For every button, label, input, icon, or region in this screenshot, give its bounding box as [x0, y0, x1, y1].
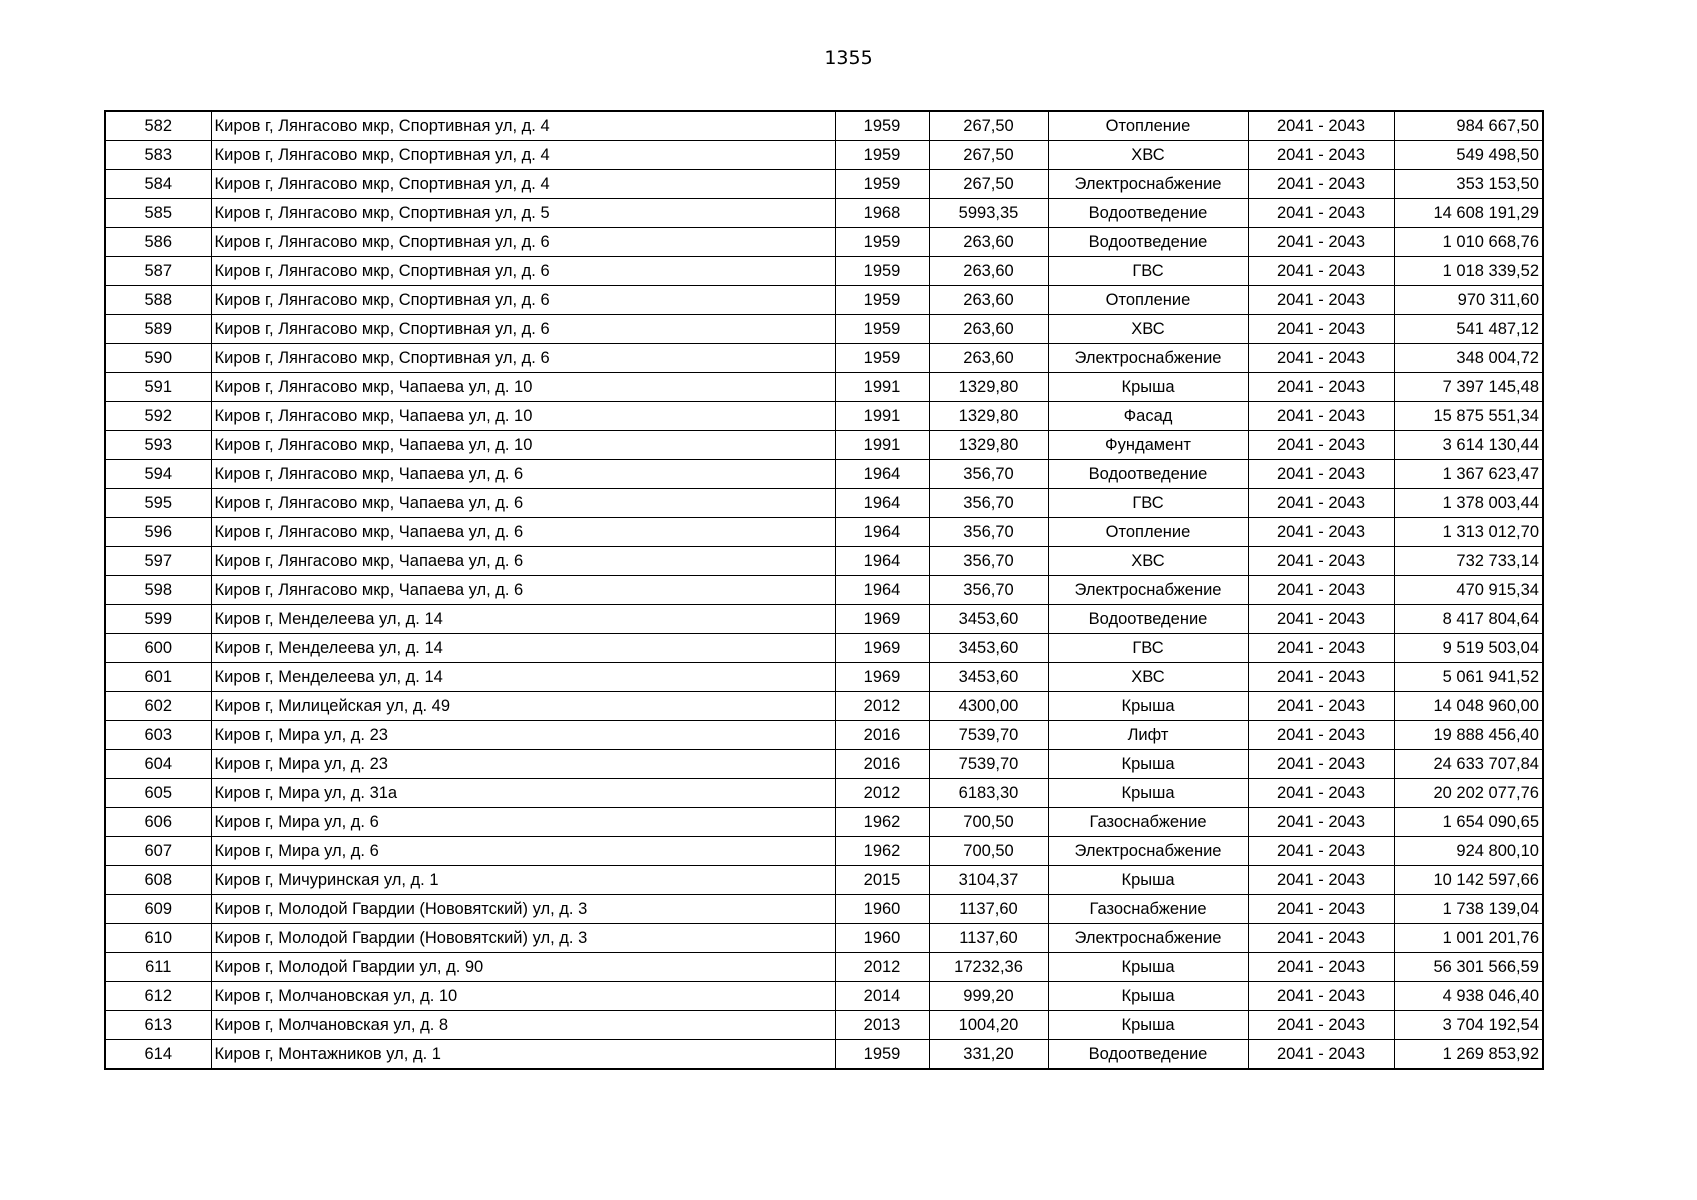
area-cell: 6183,30: [929, 779, 1048, 808]
build-year-cell: 2013: [835, 1011, 929, 1040]
row-number-cell: 594: [105, 460, 211, 489]
area-cell: 356,70: [929, 576, 1048, 605]
row-number-cell: 613: [105, 1011, 211, 1040]
cost-cell: 924 800,10: [1394, 837, 1543, 866]
period-cell: 2041 - 2043: [1248, 518, 1394, 547]
row-number-cell: 614: [105, 1040, 211, 1070]
row-number-cell: 599: [105, 605, 211, 634]
cost-cell: 1 378 003,44: [1394, 489, 1543, 518]
address-cell: Киров г, Мира ул, д. 6: [211, 837, 835, 866]
address-cell: Киров г, Мира ул, д. 31а: [211, 779, 835, 808]
area-cell: 1329,80: [929, 402, 1048, 431]
address-cell: Киров г, Лянгасово мкр, Спортивная ул, д. 6: [211, 228, 835, 257]
table-row: [105, 692, 1543, 721]
row-number-cell: 601: [105, 663, 211, 692]
build-year-cell: 1962: [835, 808, 929, 837]
cost-cell: 1 654 090,65: [1394, 808, 1543, 837]
address-cell: Киров г, Лянгасово мкр, Спортивная ул, д. 4: [211, 170, 835, 199]
address-cell: Киров г, Менделеева ул, д. 14: [211, 605, 835, 634]
area-cell: 7539,70: [929, 750, 1048, 779]
build-year-cell: 1959: [835, 286, 929, 315]
period-cell: 2041 - 2043: [1248, 866, 1394, 895]
period-cell: 2041 - 2043: [1248, 779, 1394, 808]
period-cell: 2041 - 2043: [1248, 460, 1394, 489]
area-cell: 356,70: [929, 489, 1048, 518]
address-cell: Киров г, Мира ул, д. 23: [211, 750, 835, 779]
period-cell: 2041 - 2043: [1248, 489, 1394, 518]
table-row: [105, 518, 1543, 547]
address-cell: Киров г, Мира ул, д. 6: [211, 808, 835, 837]
address-cell: Киров г, Лянгасово мкр, Чапаева ул, д. 6: [211, 547, 835, 576]
cost-cell: 19 888 456,40: [1394, 721, 1543, 750]
work-type-cell: Отопление: [1048, 111, 1248, 141]
row-number-cell: 597: [105, 547, 211, 576]
cost-cell: 3 614 130,44: [1394, 431, 1543, 460]
table-row: [105, 170, 1543, 199]
cost-cell: 549 498,50: [1394, 141, 1543, 170]
cost-cell: 56 301 566,59: [1394, 953, 1543, 982]
cost-cell: 14 048 960,00: [1394, 692, 1543, 721]
build-year-cell: 1969: [835, 605, 929, 634]
area-cell: 1137,60: [929, 895, 1048, 924]
table-row: [105, 837, 1543, 866]
area-cell: 263,60: [929, 286, 1048, 315]
table-row: [105, 1011, 1543, 1040]
period-cell: 2041 - 2043: [1248, 605, 1394, 634]
area-cell: 3453,60: [929, 605, 1048, 634]
work-type-cell: ХВС: [1048, 663, 1248, 692]
area-cell: 1329,80: [929, 373, 1048, 402]
period-cell: 2041 - 2043: [1248, 373, 1394, 402]
work-type-cell: Электроснабжение: [1048, 924, 1248, 953]
row-number-cell: 604: [105, 750, 211, 779]
table-row: [105, 315, 1543, 344]
area-cell: 356,70: [929, 460, 1048, 489]
table-row: [105, 866, 1543, 895]
table-row: [105, 402, 1543, 431]
cost-cell: 14 608 191,29: [1394, 199, 1543, 228]
period-cell: 2041 - 2043: [1248, 286, 1394, 315]
period-cell: 2041 - 2043: [1248, 808, 1394, 837]
work-type-cell: Фундамент: [1048, 431, 1248, 460]
area-cell: 999,20: [929, 982, 1048, 1011]
period-cell: 2041 - 2043: [1248, 431, 1394, 460]
table-row: [105, 286, 1543, 315]
cost-cell: 541 487,12: [1394, 315, 1543, 344]
address-cell: Киров г, Лянгасово мкр, Чапаева ул, д. 10: [211, 431, 835, 460]
area-cell: 267,50: [929, 111, 1048, 141]
table-row: [105, 808, 1543, 837]
area-cell: 356,70: [929, 518, 1048, 547]
row-number-cell: 591: [105, 373, 211, 402]
table-row: [105, 257, 1543, 286]
address-cell: Киров г, Лянгасово мкр, Чапаева ул, д. 6: [211, 460, 835, 489]
table-row: [105, 663, 1543, 692]
build-year-cell: 1969: [835, 663, 929, 692]
build-year-cell: 1959: [835, 228, 929, 257]
cost-cell: 353 153,50: [1394, 170, 1543, 199]
table-row: [105, 344, 1543, 373]
period-cell: 2041 - 2043: [1248, 982, 1394, 1011]
cost-cell: 1 010 668,76: [1394, 228, 1543, 257]
work-type-cell: Газоснабжение: [1048, 808, 1248, 837]
build-year-cell: 1964: [835, 518, 929, 547]
cost-cell: 3 704 192,54: [1394, 1011, 1543, 1040]
area-cell: 3104,37: [929, 866, 1048, 895]
address-cell: Киров г, Мичуринская ул, д. 1: [211, 866, 835, 895]
area-cell: 267,50: [929, 170, 1048, 199]
address-cell: Киров г, Молодой Гвардии ул, д. 90: [211, 953, 835, 982]
table-row: [105, 199, 1543, 228]
table-row: [105, 750, 1543, 779]
address-cell: Киров г, Лянгасово мкр, Чапаева ул, д. 10: [211, 402, 835, 431]
table-row: [105, 460, 1543, 489]
period-cell: 2041 - 2043: [1248, 199, 1394, 228]
build-year-cell: 2012: [835, 953, 929, 982]
work-type-cell: Электроснабжение: [1048, 837, 1248, 866]
row-number-cell: 611: [105, 953, 211, 982]
area-cell: 17232,36: [929, 953, 1048, 982]
row-number-cell: 598: [105, 576, 211, 605]
row-number-cell: 612: [105, 982, 211, 1011]
table-row: [105, 111, 1543, 141]
cost-cell: 9 519 503,04: [1394, 634, 1543, 663]
row-number-cell: 596: [105, 518, 211, 547]
build-year-cell: 1969: [835, 634, 929, 663]
work-type-cell: Крыша: [1048, 1011, 1248, 1040]
cost-cell: 4 938 046,40: [1394, 982, 1543, 1011]
address-cell: Киров г, Лянгасово мкр, Спортивная ул, д. 5: [211, 199, 835, 228]
row-number-cell: 603: [105, 721, 211, 750]
period-cell: 2041 - 2043: [1248, 344, 1394, 373]
table-row: [105, 953, 1543, 982]
address-cell: Киров г, Менделеева ул, д. 14: [211, 634, 835, 663]
address-cell: Киров г, Молодой Гвардии (Нововятский) ул, д. 3: [211, 924, 835, 953]
area-cell: 331,20: [929, 1040, 1048, 1070]
period-cell: 2041 - 2043: [1248, 953, 1394, 982]
cost-cell: 5 061 941,52: [1394, 663, 1543, 692]
build-year-cell: 2012: [835, 692, 929, 721]
period-cell: 2041 - 2043: [1248, 315, 1394, 344]
table-row: [105, 779, 1543, 808]
build-year-cell: 1959: [835, 344, 929, 373]
area-cell: 3453,60: [929, 634, 1048, 663]
work-type-cell: ГВС: [1048, 634, 1248, 663]
row-number-cell: 593: [105, 431, 211, 460]
table-row: [105, 228, 1543, 257]
period-cell: 2041 - 2043: [1248, 895, 1394, 924]
build-year-cell: 1959: [835, 257, 929, 286]
period-cell: 2041 - 2043: [1248, 924, 1394, 953]
work-type-cell: Электроснабжение: [1048, 576, 1248, 605]
area-cell: 700,50: [929, 808, 1048, 837]
work-type-cell: Водоотведение: [1048, 460, 1248, 489]
build-year-cell: 1964: [835, 547, 929, 576]
area-cell: 3453,60: [929, 663, 1048, 692]
table-row: [105, 634, 1543, 663]
row-number-cell: 595: [105, 489, 211, 518]
row-number-cell: 605: [105, 779, 211, 808]
address-cell: Киров г, Монтажников ул, д. 1: [211, 1040, 835, 1070]
address-cell: Киров г, Молчановская ул, д. 10: [211, 982, 835, 1011]
period-cell: 2041 - 2043: [1248, 692, 1394, 721]
work-type-cell: Водоотведение: [1048, 228, 1248, 257]
build-year-cell: 1959: [835, 141, 929, 170]
cost-cell: 20 202 077,76: [1394, 779, 1543, 808]
table-row: [105, 489, 1543, 518]
area-cell: 267,50: [929, 141, 1048, 170]
build-year-cell: 2015: [835, 866, 929, 895]
row-number-cell: 606: [105, 808, 211, 837]
cost-cell: 7 397 145,48: [1394, 373, 1543, 402]
work-type-cell: Крыша: [1048, 953, 1248, 982]
build-year-cell: 2012: [835, 779, 929, 808]
work-type-cell: Электроснабжение: [1048, 170, 1248, 199]
period-cell: 2041 - 2043: [1248, 170, 1394, 199]
work-type-cell: Водоотведение: [1048, 1040, 1248, 1070]
cost-cell: 970 311,60: [1394, 286, 1543, 315]
build-year-cell: 1960: [835, 895, 929, 924]
area-cell: 700,50: [929, 837, 1048, 866]
build-year-cell: 1962: [835, 837, 929, 866]
address-cell: Киров г, Лянгасово мкр, Спортивная ул, д. 6: [211, 257, 835, 286]
work-type-cell: ХВС: [1048, 547, 1248, 576]
row-number-cell: 584: [105, 170, 211, 199]
row-number-cell: 585: [105, 199, 211, 228]
row-number-cell: 607: [105, 837, 211, 866]
work-type-cell: ХВС: [1048, 141, 1248, 170]
work-type-cell: Лифт: [1048, 721, 1248, 750]
address-cell: Киров г, Лянгасово мкр, Спортивная ул, д. 6: [211, 315, 835, 344]
period-cell: 2041 - 2043: [1248, 1011, 1394, 1040]
area-cell: 263,60: [929, 315, 1048, 344]
row-number-cell: 582: [105, 111, 211, 141]
build-year-cell: 1959: [835, 1040, 929, 1070]
build-year-cell: 1959: [835, 315, 929, 344]
area-cell: 263,60: [929, 257, 1048, 286]
build-year-cell: 1964: [835, 489, 929, 518]
work-type-cell: ГВС: [1048, 257, 1248, 286]
cost-cell: 1 313 012,70: [1394, 518, 1543, 547]
work-type-cell: Крыша: [1048, 866, 1248, 895]
period-cell: 2041 - 2043: [1248, 228, 1394, 257]
row-number-cell: 609: [105, 895, 211, 924]
table-row: [105, 1040, 1543, 1070]
build-year-cell: 1991: [835, 431, 929, 460]
period-cell: 2041 - 2043: [1248, 111, 1394, 141]
period-cell: 2041 - 2043: [1248, 1040, 1394, 1070]
area-cell: 7539,70: [929, 721, 1048, 750]
table-row: [105, 895, 1543, 924]
build-year-cell: 2016: [835, 721, 929, 750]
cost-cell: 1 001 201,76: [1394, 924, 1543, 953]
row-number-cell: 589: [105, 315, 211, 344]
period-cell: 2041 - 2043: [1248, 141, 1394, 170]
address-cell: Киров г, Менделеева ул, д. 14: [211, 663, 835, 692]
address-cell: Киров г, Лянгасово мкр, Спортивная ул, д. 4: [211, 111, 835, 141]
cost-cell: 1 018 339,52: [1394, 257, 1543, 286]
work-type-cell: Водоотведение: [1048, 199, 1248, 228]
work-type-cell: Крыша: [1048, 373, 1248, 402]
area-cell: 1004,20: [929, 1011, 1048, 1040]
cost-cell: 348 004,72: [1394, 344, 1543, 373]
period-cell: 2041 - 2043: [1248, 721, 1394, 750]
cost-cell: 10 142 597,66: [1394, 866, 1543, 895]
period-cell: 2041 - 2043: [1248, 634, 1394, 663]
build-year-cell: 1968: [835, 199, 929, 228]
work-type-cell: Крыша: [1048, 982, 1248, 1011]
work-type-cell: Электроснабжение: [1048, 344, 1248, 373]
work-type-cell: Отопление: [1048, 518, 1248, 547]
row-number-cell: 588: [105, 286, 211, 315]
cost-cell: 1 738 139,04: [1394, 895, 1543, 924]
table-row: [105, 141, 1543, 170]
period-cell: 2041 - 2043: [1248, 402, 1394, 431]
table-body: [105, 111, 1543, 1069]
work-type-cell: Газоснабжение: [1048, 895, 1248, 924]
area-cell: 5993,35: [929, 199, 1048, 228]
address-cell: Киров г, Лянгасово мкр, Чапаева ул, д. 6: [211, 518, 835, 547]
work-type-cell: Отопление: [1048, 286, 1248, 315]
area-cell: 1329,80: [929, 431, 1048, 460]
table-row: [105, 982, 1543, 1011]
area-cell: 1137,60: [929, 924, 1048, 953]
work-type-cell: ХВС: [1048, 315, 1248, 344]
cost-cell: 732 733,14: [1394, 547, 1543, 576]
cost-cell: 1 367 623,47: [1394, 460, 1543, 489]
row-number-cell: 586: [105, 228, 211, 257]
address-cell: Киров г, Мира ул, д. 23: [211, 721, 835, 750]
work-type-cell: Фасад: [1048, 402, 1248, 431]
cost-cell: 24 633 707,84: [1394, 750, 1543, 779]
build-year-cell: 1959: [835, 111, 929, 141]
build-year-cell: 1991: [835, 402, 929, 431]
table-row: [105, 605, 1543, 634]
address-cell: Киров г, Лянгасово мкр, Спортивная ул, д. 6: [211, 344, 835, 373]
work-type-cell: Водоотведение: [1048, 605, 1248, 634]
period-cell: 2041 - 2043: [1248, 750, 1394, 779]
address-cell: Киров г, Лянгасово мкр, Чапаева ул, д. 6: [211, 576, 835, 605]
cost-cell: 15 875 551,34: [1394, 402, 1543, 431]
cost-cell: 470 915,34: [1394, 576, 1543, 605]
table-row: [105, 547, 1543, 576]
cost-cell: 1 269 853,92: [1394, 1040, 1543, 1070]
build-year-cell: 1964: [835, 576, 929, 605]
table-row: [105, 431, 1543, 460]
cost-cell: 8 417 804,64: [1394, 605, 1543, 634]
table-row: [105, 373, 1543, 402]
page-number: 1355: [824, 47, 873, 69]
row-number-cell: 602: [105, 692, 211, 721]
build-year-cell: 1959: [835, 170, 929, 199]
address-cell: Киров г, Молчановская ул, д. 8: [211, 1011, 835, 1040]
row-number-cell: 610: [105, 924, 211, 953]
build-year-cell: 2014: [835, 982, 929, 1011]
row-number-cell: 600: [105, 634, 211, 663]
area-cell: 356,70: [929, 547, 1048, 576]
address-cell: Киров г, Милицейская ул, д. 49: [211, 692, 835, 721]
work-type-cell: ГВС: [1048, 489, 1248, 518]
row-number-cell: 608: [105, 866, 211, 895]
repair-schedule-table: [104, 110, 1544, 1070]
table-row: [105, 721, 1543, 750]
address-cell: Киров г, Молодой Гвардии (Нововятский) ул, д. 3: [211, 895, 835, 924]
work-type-cell: Крыша: [1048, 779, 1248, 808]
row-number-cell: 587: [105, 257, 211, 286]
row-number-cell: 592: [105, 402, 211, 431]
build-year-cell: 1991: [835, 373, 929, 402]
address-cell: Киров г, Лянгасово мкр, Чапаева ул, д. 6: [211, 489, 835, 518]
address-cell: Киров г, Лянгасово мкр, Чапаева ул, д. 10: [211, 373, 835, 402]
build-year-cell: 2016: [835, 750, 929, 779]
period-cell: 2041 - 2043: [1248, 663, 1394, 692]
period-cell: 2041 - 2043: [1248, 576, 1394, 605]
period-cell: 2041 - 2043: [1248, 257, 1394, 286]
area-cell: 263,60: [929, 228, 1048, 257]
build-year-cell: 1960: [835, 924, 929, 953]
area-cell: 263,60: [929, 344, 1048, 373]
period-cell: 2041 - 2043: [1248, 547, 1394, 576]
table-row: [105, 924, 1543, 953]
address-cell: Киров г, Лянгасово мкр, Спортивная ул, д. 6: [211, 286, 835, 315]
period-cell: 2041 - 2043: [1248, 837, 1394, 866]
address-cell: Киров г, Лянгасово мкр, Спортивная ул, д. 4: [211, 141, 835, 170]
area-cell: 4300,00: [929, 692, 1048, 721]
work-type-cell: Крыша: [1048, 750, 1248, 779]
work-type-cell: Крыша: [1048, 692, 1248, 721]
cost-cell: 984 667,50: [1394, 111, 1543, 141]
build-year-cell: 1964: [835, 460, 929, 489]
row-number-cell: 590: [105, 344, 211, 373]
table-row: [105, 576, 1543, 605]
row-number-cell: 583: [105, 141, 211, 170]
